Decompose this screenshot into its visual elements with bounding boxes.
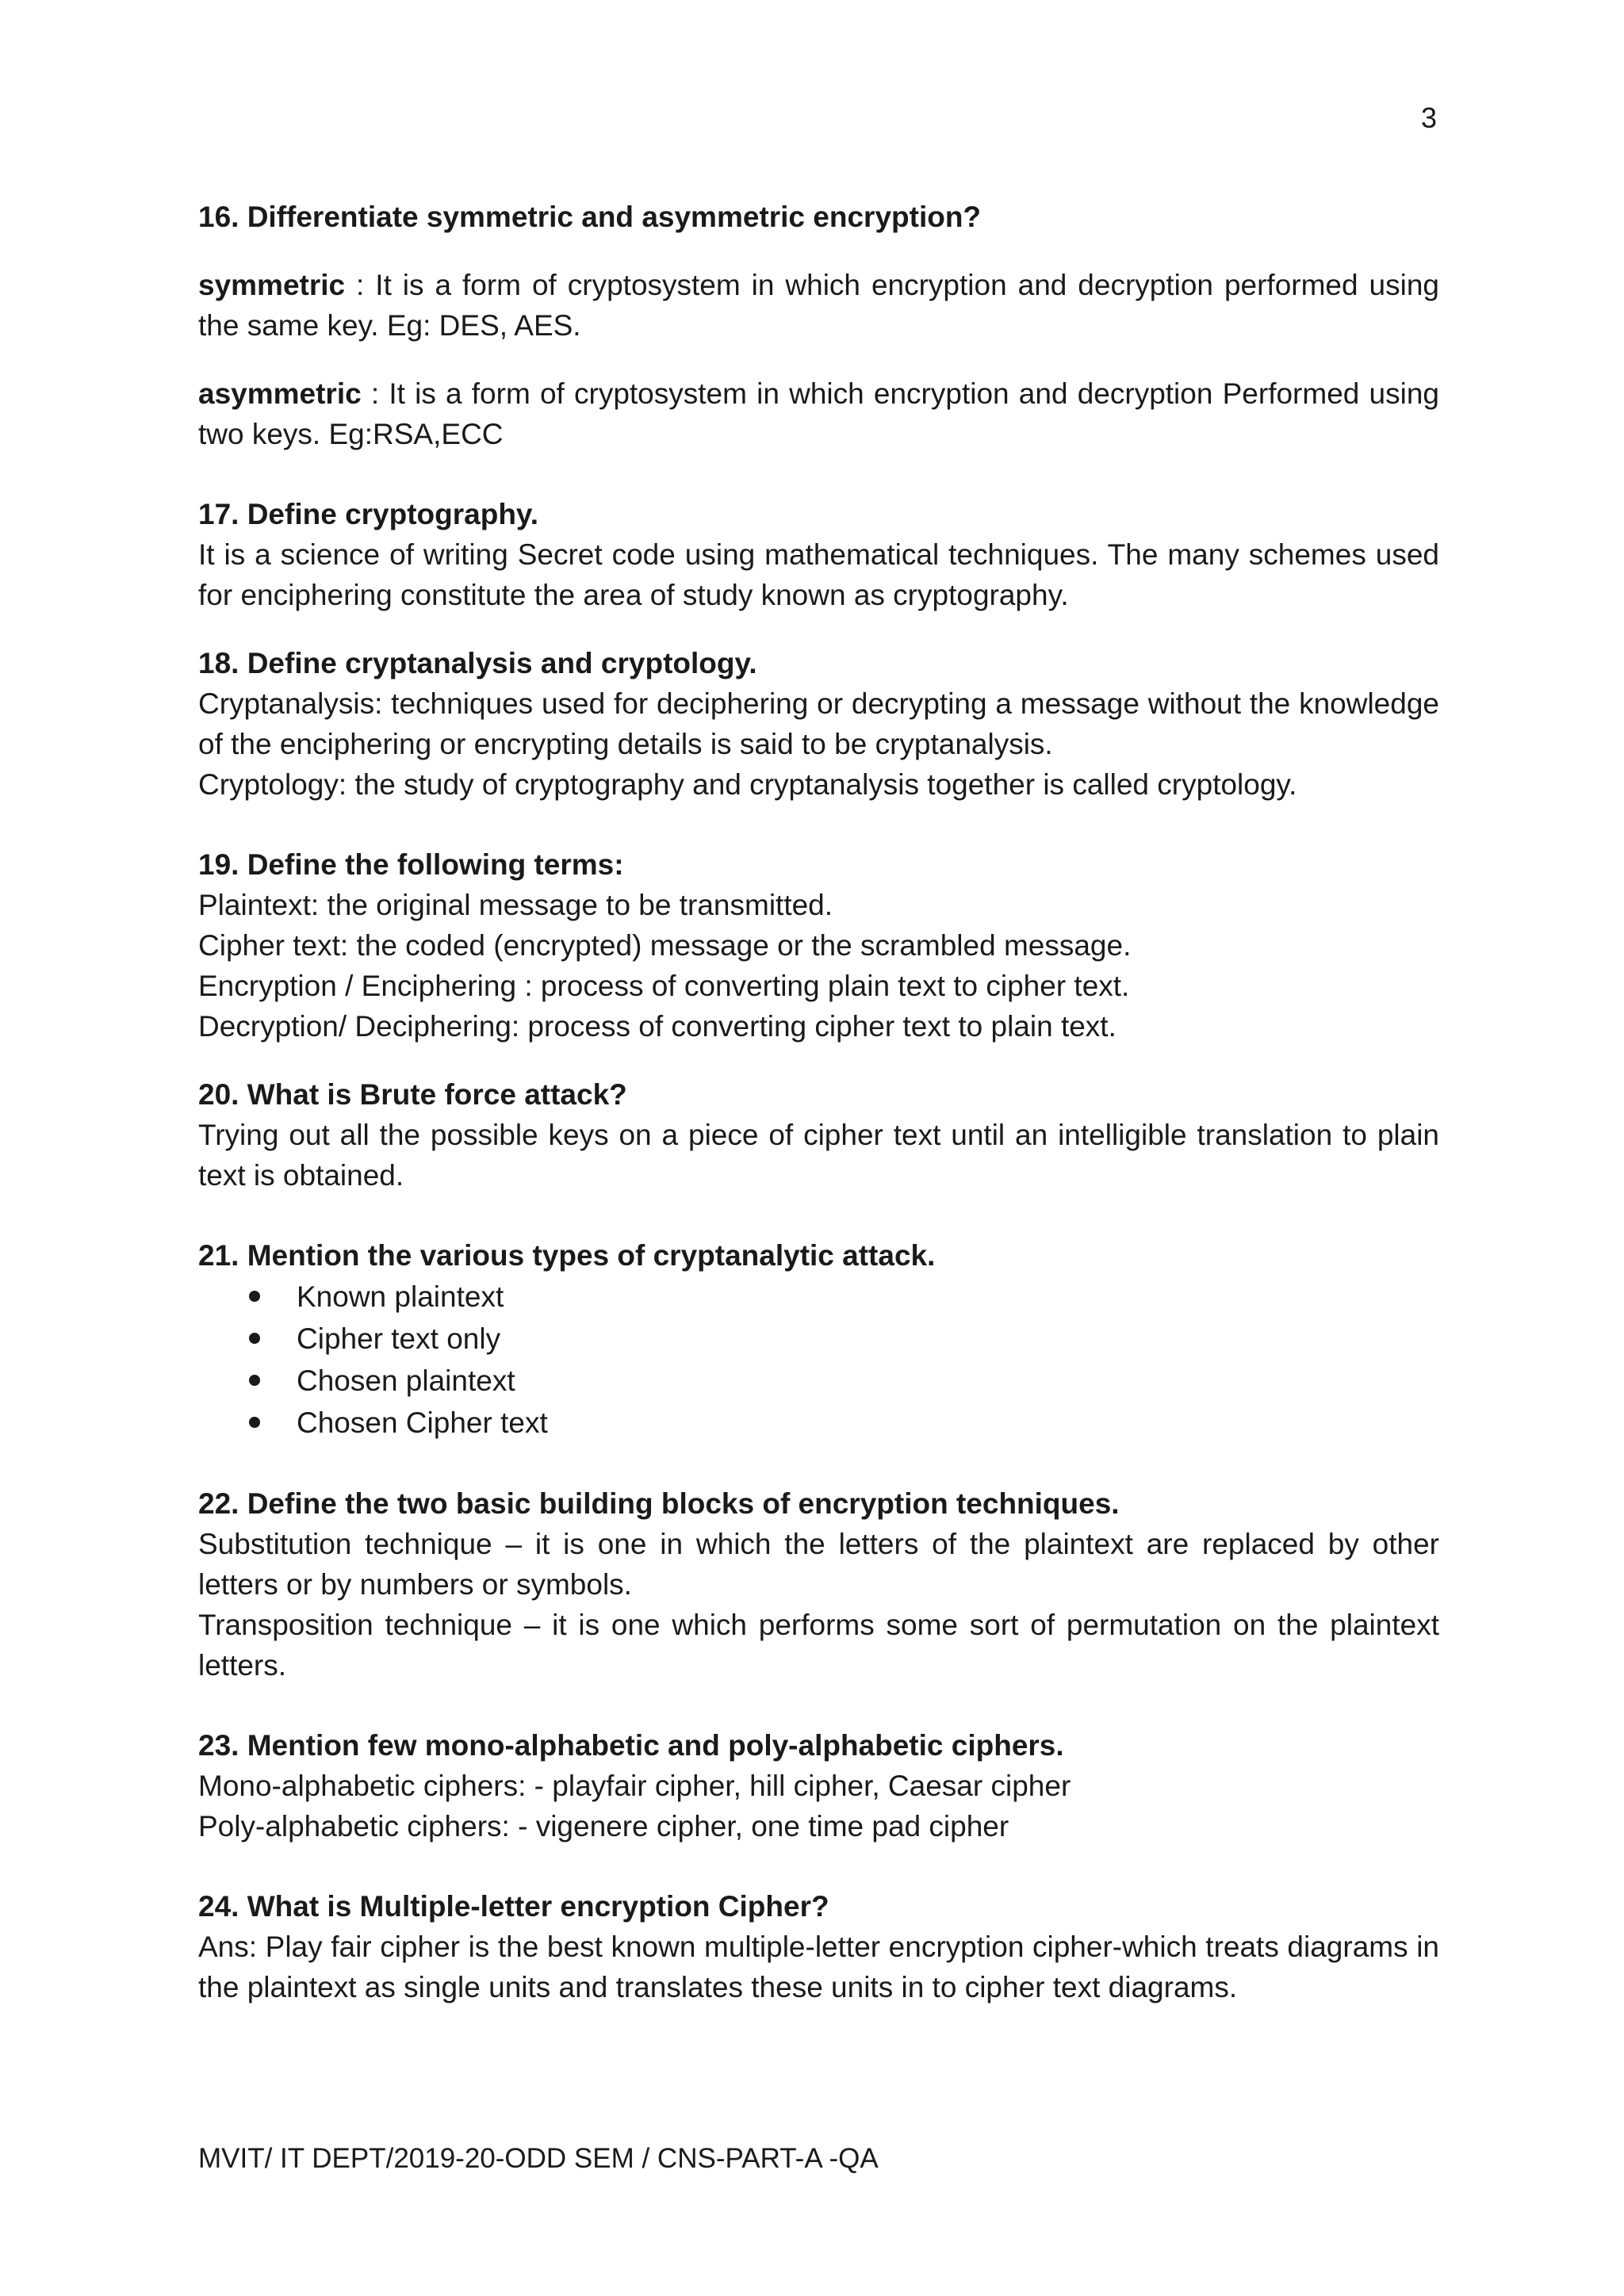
question-16-title: 16. Differentiate symmetric and asymmetric encryption? bbox=[198, 201, 982, 233]
question-16 bbox=[198, 197, 1439, 454]
question-24-title: 24. What is Multiple-letter encryption Cipher? bbox=[198, 1890, 829, 1923]
symmetric-definition bbox=[198, 265, 1439, 346]
cryptanalysis-definition: Cryptanalysis: techniques used for deciphering or decrypting a message without the knowledge of the enciphering or encrypting details is said to be cryptanalysis. bbox=[198, 687, 1439, 760]
symmetric-text: : It is a form of cryptosystem in which encryption and decryption performed using the same key. Eg: DES, AES. bbox=[198, 269, 1439, 342]
term-encryption: Encryption / Enciphering : process of converting plain text to cipher text. bbox=[198, 970, 1130, 1002]
cryptology-definition: Cryptology: the study of cryptography and cryptanalysis together is called cryptology. bbox=[198, 768, 1297, 801]
list-item: Cipher text only bbox=[249, 1318, 1439, 1360]
substitution-technique: Substitution technique – it is one in which the letters of the plaintext are replaced by other letters or by numbers or symbols. bbox=[198, 1528, 1439, 1601]
asymmetric-text: : It is a form of cryptosystem in which encryption and decryption Performed using two keys. Eg:RSA,ECC bbox=[198, 377, 1439, 450]
question-24 bbox=[198, 1886, 1439, 2007]
transposition-technique: Transposition technique – it is one which performs some sort of permutation on the plaintext letters. bbox=[198, 1609, 1439, 1682]
page-number: 3 bbox=[1420, 101, 1437, 134]
mono-alphabetic-ciphers: Mono-alphabetic ciphers: - playfair cipher, hill cipher, Caesar cipher bbox=[198, 1770, 1071, 1802]
page-footer: MVIT/ IT DEPT/2019-20-ODD SEM / CNS-PART-A -QA bbox=[198, 2143, 879, 2174]
question-21 bbox=[198, 1235, 1439, 1444]
question-17-answer: It is a science of writing Secret code using mathematical techniques. The many schemes used for enciphering constitute the area of study known as cryptography. bbox=[198, 538, 1439, 611]
poly-alphabetic-ciphers: Poly-alphabetic ciphers: - vigenere cipher, one time pad cipher bbox=[198, 1810, 1009, 1843]
list-item: Chosen Cipher text bbox=[249, 1402, 1439, 1444]
question-20 bbox=[198, 1074, 1439, 1196]
question-23-title: 23. Mention few mono-alphabetic and poly-alphabetic ciphers. bbox=[198, 1729, 1064, 1762]
question-19 bbox=[198, 844, 1439, 1047]
question-17-title: 17. Define cryptography. bbox=[198, 498, 539, 530]
question-18 bbox=[198, 643, 1439, 805]
question-20-answer: Trying out all the possible keys on a piece of cipher text until an intelligible translation to plain text is obtained. bbox=[198, 1119, 1439, 1192]
question-24-answer: Ans: Play fair cipher is the best known multiple-letter encryption cipher-which treats diagrams in the plaintext as single units and translates these units in to cipher text diagrams. bbox=[198, 1931, 1439, 2003]
question-22 bbox=[198, 1483, 1439, 1686]
list-item: Known plaintext bbox=[249, 1276, 1439, 1318]
question-21-title: 21. Mention the various types of cryptanalytic attack. bbox=[198, 1239, 936, 1272]
question-18-title: 18. Define cryptanalysis and cryptology. bbox=[198, 647, 757, 679]
asymmetric-definition bbox=[198, 373, 1439, 454]
question-22-title: 22. Define the two basic building blocks of encryption techniques. bbox=[198, 1487, 1120, 1520]
question-20-title: 20. What is Brute force attack? bbox=[198, 1078, 627, 1111]
attack-types-list bbox=[198, 1276, 1439, 1444]
document-body bbox=[198, 197, 1439, 2007]
asymmetric-term: asymmetric bbox=[198, 377, 362, 410]
term-decryption: Decryption/ Deciphering: process of converting cipher text to plain text. bbox=[198, 1010, 1116, 1043]
question-19-title: 19. Define the following terms: bbox=[198, 848, 624, 881]
list-item: Chosen plaintext bbox=[249, 1360, 1439, 1402]
question-23 bbox=[198, 1725, 1439, 1846]
symmetric-term: symmetric bbox=[198, 269, 346, 301]
term-plaintext: Plaintext: the original message to be transmitted. bbox=[198, 889, 833, 921]
question-17 bbox=[198, 494, 1439, 615]
term-cipher-text: Cipher text: the coded (encrypted) message or the scrambled message. bbox=[198, 929, 1132, 962]
